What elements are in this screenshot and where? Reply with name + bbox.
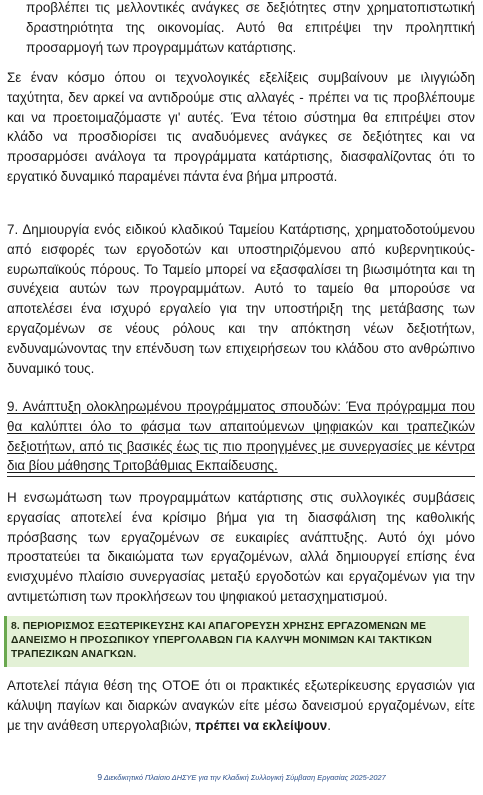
paragraph-integration: Η ενσωμάτωση των προγραμμάτων κατάρτισης στις συλλογικές συμβάσεις εργασίας αποτελεί ένα κρίσιμο βήμα για τη διασφάλιση της καθολικής πρόσβασης των εργαζομένων σε ευκαιρίες ανάπτυξης. Αυτό όχι μόνο προστατεύει τα δικαιώματα των εργαζομένων, αλλά δημιουργεί επίσης ένα ενισχυμένο πλαίσιο συνεργασίας μεταξύ εργοδοτών και εργαζομένων για την αντιμετώπιση των προκλήσεων του ψηφιακού μετασχηματισμού.	[7, 490, 475, 604]
paragraph-item-9: 9. Ανάπτυξη ολοκληρωμένου προγράμματος σπουδών: Ένα πρόγραμμα που θα καλύπτει όλο το φάσμα των απαιτούμενων ψηφιακών και τραπεζικών δεξιοτήτων, από τις βασικές έως τις πιο προηγμένες με συνεργασίες με κέντρα δια βίου μάθησης Τριτοβάθμιας Εκπαίδευσης.	[7, 399, 475, 474]
paragraph-foresight: Σε έναν κόσμο όπου οι τεχνολογικές εξελίξεις συμβαίνουν με ιλιγγιώδη ταχύτητα, δεν αρκεί να αντιδρούμε στις αλλαγές - πρέπει να τις προβλέπουμε και να προετοιμαζόμαστε γι' αυτές. Ένα τέτοιο σύστημα θα επιτρέψει στον κλάδο να προσδιορίσει τις αναδυόμενες ανάγκες σε δεξιότητες και να προσαρμόσει ανάλογα τα προγράμματα κατάρτισης, διασφαλίζοντας ότι το εργατικό δυναμικό παραμένει πάντα ένα βήμα μπροστά.	[7, 70, 475, 184]
footer-text: Διεκδικητικό Πλαίσιο ΔΗΣΥΕ για την Κλαδική Συλλογική Σύμβαση Εργασίας 2025-2027	[103, 773, 386, 782]
section-divider	[7, 476, 475, 477]
paragraph-outsourcing	[7, 676, 475, 735]
outsourcing-period: .	[327, 717, 331, 733]
intro-paragraph: προβλέπει τις μελλοντικές ανάγκες σε δεξιότητες στην χρηματοπιστωτική δραστηριότητα της οικονομίας. Αυτό θα επιτρέψει την προληπτική προσαρμογή των προγραμμάτων κατάρτισης.	[26, 0, 475, 55]
page-number: 9	[97, 772, 103, 782]
outsourcing-text: Αποτελεί πάγια θέση της ΟΤΟΕ ότι οι πρακτικές εξωτερίκευσης εργασιών για κάλυψη παγίων και διαρκών αναγκών είτε μέσω δανεισμού εργαζομένων, είτε με την ανάθεση υπεργολαβιών,	[7, 678, 475, 733]
section-heading-8	[4, 616, 469, 667]
section-heading-text: 8. ΠΕΡΙΟΡΙΣΜΟΣ ΕΞΩΤΕΡΙΚΕΥΣΗΣ ΚΑΙ ΑΠΑΓΟΡΕΥΣΗ ΧΡΗΣΗΣ ΕΡΓΑΖΟΜΕΝΩΝ ΜΕ ΔΑΝΕΙΣΜΟ Η ΠΡΟΣΩΠΙΚΟΥ ΥΠΕΡΓΟΛΑΒΩΝ ΓΙΑ ΚΑΛΥΨΗ ΜΟΝΙΜΩΝ ΚΑΙ ΤΑΚΤΙΚΩΝ ΤΡΑΠΕΖΙΚΩΝ ΑΝΑΓΚΩΝ.	[11, 621, 432, 660]
outsourcing-emphasis: πρέπει να εκλείψουν	[194, 717, 328, 733]
paragraph-item-7: 7. Δημιουργία ενός ειδικού κλαδικού Ταμείου Κατάρτισης, χρηματοδοτούμενου από εισφορές των εργοδοτών και υποστηριζόμενου από κυβερνητικούς-ευρωπαϊκούς πόρους. Το Ταμείο μπορεί να εξασφαλίσει τη βιωσιμότητα και τη συνέχεια αυτών των προγραμμάτων. Αυτό το ταμείο θα μπορούσε να αποτελέσει ένα ισχυρό εργαλείο για την υποστήριξη της μετάβασης των εργαζομένων σε νέους ρόλους και την απόκτηση νέων δεξιοτήτων, ενδυναμώνοντας την επένδυση των επιχειρήσεων του κλάδου στο ανθρώπινο δυναμικό τους.	[7, 222, 475, 376]
page-footer	[0, 772, 483, 782]
